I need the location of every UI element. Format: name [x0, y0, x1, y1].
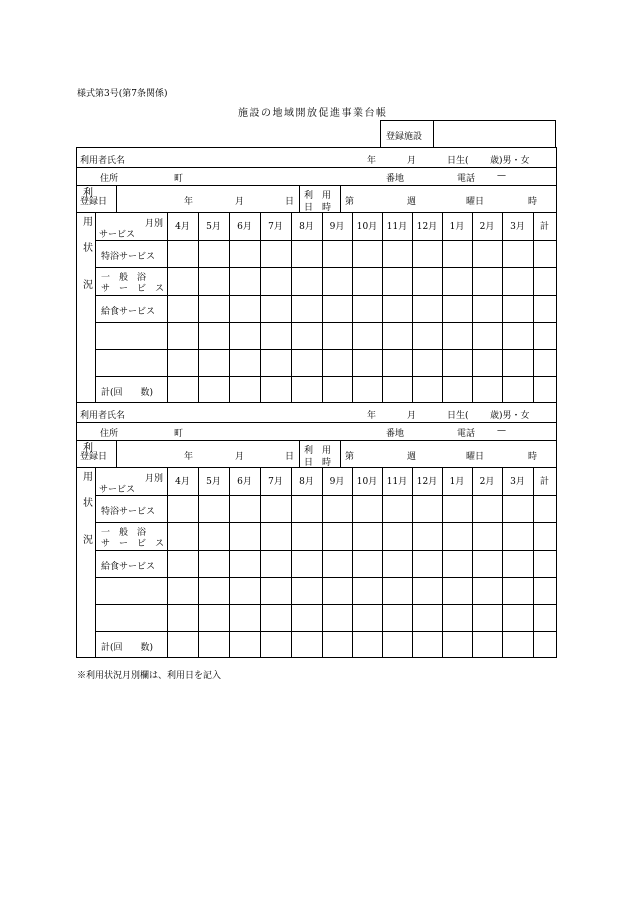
hour-label: 時	[528, 452, 538, 462]
reg-day-label: 日	[285, 452, 295, 462]
service-label: 一 般 浴	[101, 528, 147, 538]
week-label: 週	[407, 197, 417, 207]
service-label: 特浴サービス	[101, 252, 156, 262]
address-label: 住所	[100, 429, 119, 439]
phone-label: 電話	[457, 429, 476, 439]
monthly-header-2: サービス	[99, 230, 136, 240]
month-header: 9月	[329, 222, 345, 232]
month-header: 2月	[479, 222, 495, 232]
month-header: 12月	[416, 477, 438, 487]
user-name-label: 利用者氏名	[80, 156, 126, 166]
banchi-label: 番地	[386, 174, 405, 184]
usage-status-char: 用	[83, 217, 93, 228]
week-label: 週	[407, 452, 417, 462]
hour-label: 時	[528, 197, 538, 207]
user-name-label: 利用者氏名	[80, 411, 126, 421]
month-header: 7月	[268, 222, 283, 232]
week-prefix-label: 第	[345, 452, 355, 462]
birth-year-label: 年	[367, 156, 377, 166]
month-header: 9月	[329, 477, 345, 487]
phone-label: 電話	[457, 174, 476, 184]
registration-facility-box	[380, 120, 556, 147]
usage-time-label-1: 利 用	[304, 191, 332, 201]
usage-status-char: 利	[83, 188, 93, 199]
registration-date-label: 登録日	[80, 452, 108, 462]
form-number: 様式第3号(第7条関係)	[77, 89, 168, 99]
month-header: 6月	[237, 222, 252, 232]
weekday-label: 曜日	[466, 452, 485, 462]
usage-status-char: 況	[83, 280, 93, 291]
month-header: 11月	[386, 222, 408, 232]
month-header: 12月	[416, 222, 438, 232]
phone-dash: —	[497, 426, 506, 436]
usage-status-char: 状	[83, 498, 93, 509]
banchi-label: 番地	[386, 429, 405, 439]
form-title: 施設の地域開放促進事業台帳	[238, 108, 388, 119]
reg-day-label: 日	[285, 197, 295, 207]
month-header: 7月	[268, 477, 283, 487]
total-label: 計(回 数)	[101, 388, 154, 398]
birth-year-label: 年	[367, 411, 377, 421]
month-header: 3月	[510, 477, 525, 487]
service-label: サ ー ビ ス	[101, 284, 165, 294]
month-header: 1月	[449, 477, 465, 487]
town-label: 町	[174, 174, 184, 184]
reg-year-label: 年	[184, 197, 194, 207]
weekday-label: 曜日	[466, 197, 485, 207]
month-header: 1月	[449, 222, 465, 232]
usage-time-label-2: 日 時	[304, 203, 332, 213]
service-label: 特浴サービス	[101, 507, 156, 517]
month-header: 3月	[510, 222, 525, 232]
reg-year-label: 年	[184, 452, 194, 462]
service-label: サ ー ビ ス	[101, 539, 165, 549]
service-label: 給食サービス	[101, 307, 156, 317]
month-header: 計	[539, 222, 549, 232]
reg-month-label: 月	[235, 452, 245, 462]
total-label: 計(回 数)	[101, 643, 154, 653]
month-header: 4月	[175, 477, 190, 487]
monthly-header-2: サービス	[99, 485, 136, 495]
usage-status-char: 用	[83, 472, 93, 483]
age-gender-label: 歳)男・女	[490, 411, 530, 421]
birth-day-label: 日生(	[447, 411, 469, 421]
week-prefix-label: 第	[345, 197, 355, 207]
month-header: 計	[539, 477, 549, 487]
town-label: 町	[174, 429, 184, 439]
user-record-block-2	[76, 402, 556, 657]
month-header: 8月	[299, 222, 314, 232]
registration-date-label: 登録日	[80, 197, 108, 207]
registration-facility-label: 登録施設	[386, 132, 423, 142]
birth-month-label: 月	[407, 411, 417, 421]
usage-time-label-2: 日 時	[304, 458, 332, 468]
usage-status-char: 利	[83, 443, 93, 454]
month-header: 5月	[206, 222, 221, 232]
reg-month-label: 月	[235, 197, 245, 207]
usage-time-label-1: 利 用	[304, 446, 332, 456]
monthly-header-1: 月別	[145, 219, 164, 229]
usage-status-char: 況	[83, 535, 93, 546]
footnote: ※利用状況月別欄は、利用日を記入	[77, 671, 222, 681]
user-record-block-1	[76, 147, 556, 402]
month-header: 8月	[299, 477, 314, 487]
birth-day-label: 日生(	[447, 156, 469, 166]
month-header: 6月	[237, 477, 252, 487]
age-gender-label: 歳)男・女	[490, 156, 530, 166]
birth-month-label: 月	[407, 156, 417, 166]
month-header: 10月	[356, 477, 378, 487]
month-header: 2月	[479, 477, 495, 487]
month-header: 10月	[356, 222, 378, 232]
service-label: 一 般 浴	[101, 273, 147, 283]
month-header: 11月	[386, 477, 408, 487]
usage-status-char: 状	[83, 243, 93, 254]
phone-dash: —	[497, 171, 506, 181]
month-header: 5月	[206, 477, 221, 487]
month-header: 4月	[175, 222, 190, 232]
monthly-header-1: 月別	[145, 474, 164, 484]
service-label: 給食サービス	[101, 562, 156, 572]
address-label: 住所	[100, 174, 119, 184]
